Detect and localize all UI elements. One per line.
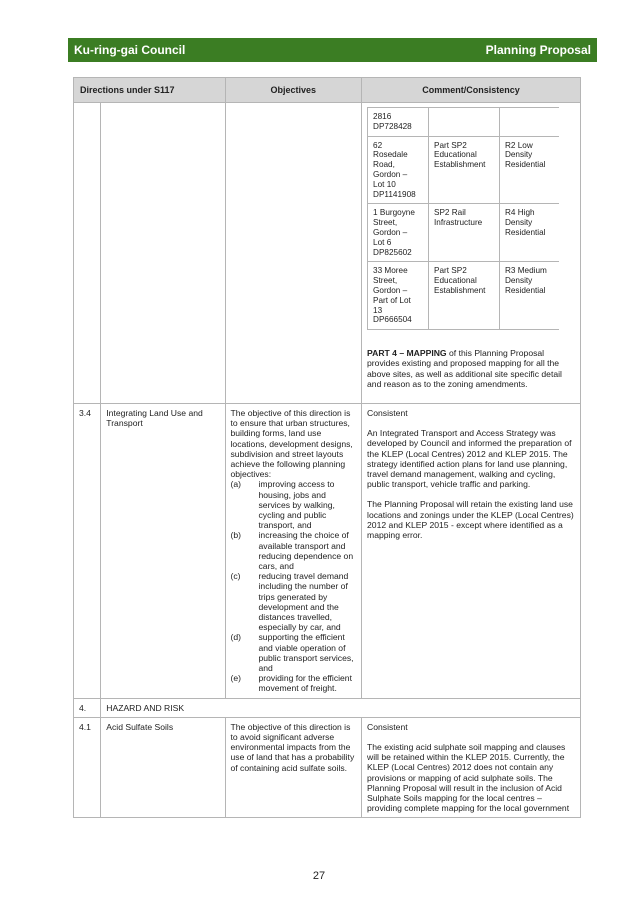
sites-row xyxy=(368,136,560,204)
sites-cell: 1 Burgoyne Street, Gordon – Lot 6 DP825602 xyxy=(368,204,429,262)
part4-heading: PART 4 – MAPPING xyxy=(367,348,447,359)
column-header-comment: Comment/Consistency xyxy=(362,78,581,103)
sites-cell: R4 High Density Residential xyxy=(499,204,559,262)
list-item: (d) supporting the efficient and viable operation of public transport services, and xyxy=(230,632,354,674)
comment-paragraph: An Integrated Transport and Access Strategy was developed by Council and informed the preparation of the KLEP (Local Centres) 2012 and KLEP 2015. The strategy identified action plans for land use planning, travel demand management, walking and cycling, public transport, vehicle traffic and parking. xyxy=(367,428,572,490)
sites-row xyxy=(368,262,560,330)
sites-cell: R3 Medium Density Residential xyxy=(499,262,559,330)
part4-paragraph xyxy=(367,348,575,389)
comment-paragraph: The existing acid sulphate soil mapping and clauses will be retained within the KLEP 2015. Currently, the KLEP (Local Centres) 2012 does not contain any provisions or mapping of acid sulphate soils. The Planning Proposal will result in the inclusion of Acid Sulphate Soils mapping for the local centres – providing complete mapping for the local government xyxy=(367,742,570,814)
direction-number: 3.4 xyxy=(74,403,101,698)
list-item: (c) reducing travel demand including the number of trips generated by development and the distances travelled, especially by car, and xyxy=(230,571,349,633)
sites-cell xyxy=(499,108,559,137)
section-number: 4. xyxy=(74,698,101,717)
document-title: Planning Proposal xyxy=(485,43,591,57)
page-number: 27 xyxy=(312,870,326,882)
direction-number: 4.1 xyxy=(74,717,101,818)
sites-cell: 2816 DP728428 xyxy=(368,108,429,137)
comment-cell xyxy=(362,103,581,404)
sites-cell: Part SP2 Educational Establishment xyxy=(429,136,500,204)
table-row xyxy=(74,717,581,818)
sites-cell: R2 Low Density Residential xyxy=(499,136,559,204)
consistency-status: Consistent xyxy=(367,407,408,418)
sites-cell: 62 Rosedale Road, Gordon – Lot 10 DP1141908 xyxy=(368,136,429,204)
table-header-row xyxy=(74,78,581,103)
section-title: HAZARD AND RISK xyxy=(101,698,581,717)
sites-cell: 33 Moree Street, Gordon – Part of Lot 13 DP666504 xyxy=(368,262,429,330)
list-item: (e) providing for the efficient movement of freight. xyxy=(230,673,352,694)
sites-cell: Part SP2 Educational Establishment xyxy=(429,262,500,330)
objective-list xyxy=(231,479,357,693)
column-header-directions: Directions under S117 xyxy=(74,78,226,103)
sites-cell xyxy=(429,108,500,137)
direction-title: Acid Sulfate Soils xyxy=(101,717,225,818)
council-name: Ku-ring-gai Council xyxy=(74,43,186,57)
sites-row xyxy=(368,108,560,137)
objective-intro: The objective of this direction is to ensure that urban structures, building forms, land use locations, development designs, subdivision and street layouts achieve the following planning objectives: xyxy=(230,407,353,480)
comment-cell xyxy=(362,717,581,818)
sites-row xyxy=(368,204,560,262)
list-item: (a) improving access to housing, jobs and services by walking, cycling and public transport, and xyxy=(230,479,335,531)
direction-title: Integrating Land Use and Transport xyxy=(101,403,225,698)
consistency-status: Consistent xyxy=(367,721,408,732)
table-row xyxy=(74,103,581,404)
objective-cell xyxy=(225,403,362,698)
comment-cell xyxy=(362,403,581,698)
document-header-banner xyxy=(68,38,597,62)
objective-cell: The objective of this direction is to avoid significant adverse environmental impacts from the use of land that has a probability of containing acid sulfate soils. xyxy=(225,717,362,818)
s117-directions-table xyxy=(73,77,581,818)
column-header-objectives: Objectives xyxy=(225,78,362,103)
comment-paragraph: The Planning Proposal will retain the existing land use locations and zonings under the KLEP (Local Centres) 2012 and KLEP 2015 - except where identified as a mapping error. xyxy=(367,499,574,540)
part4-text: of this Planning Proposal provides existing and proposed mapping for all the above sites, as well as additional site specific detail and reason as to the zoning amendments. xyxy=(367,348,562,389)
sites-cell: SP2 Rail Infrastructure xyxy=(429,204,500,262)
section-row xyxy=(74,698,581,717)
list-item: (b) increasing the choice of available transport and reducing dependence on cars, and xyxy=(230,530,354,571)
table-row xyxy=(74,403,581,698)
sites-table xyxy=(367,107,559,330)
